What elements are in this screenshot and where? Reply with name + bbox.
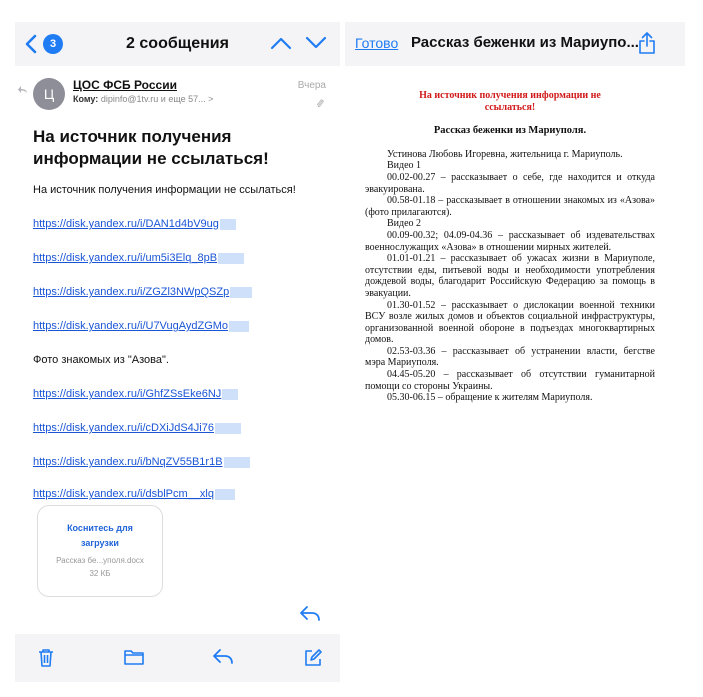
disk-link-6[interactable]: https://disk.yandex.ru/i/cDXiJdS4Ji76	[33, 422, 241, 434]
mail-toolbar	[15, 634, 340, 682]
redacted-mark	[230, 287, 252, 298]
mail-navbar	[15, 22, 340, 66]
sender-avatar: Ц	[33, 78, 65, 110]
document-paragraph: 01.30-01.52 – рассказывает о дислокации военной техники ВСУ возле жилых домов и объектов социальной инфраструктуры, организованной военной обороне в подъездах многоквартирных домов.	[365, 299, 655, 346]
disk-link-1[interactable]: https://disk.yandex.ru/i/DAN1d4bV9ug	[33, 218, 236, 230]
replied-arrow-icon	[18, 82, 28, 100]
redacted-mark	[215, 489, 235, 500]
attachment-size: 32 КБ	[89, 569, 111, 578]
document-panel	[345, 22, 685, 682]
recipients-value: dipinfo@1tv.ru и еще 57... >	[100, 94, 214, 104]
redacted-mark	[218, 253, 244, 264]
document-paragraph: 05.30-06.15 – обращение к жителям Мариуполя.	[387, 392, 593, 404]
document-title: Рассказ беженки из Мариупо...	[411, 34, 639, 51]
message-subject: На источник получения информации не ссылаться!	[33, 127, 269, 168]
compose-icon[interactable]	[303, 648, 323, 673]
recipients-line[interactable]	[73, 94, 213, 104]
disk-link-8[interactable]: https://disk.yandex.ru/i/dsblPcm__xlq	[33, 488, 235, 500]
document-heading: Рассказ беженки из Мариуполя.	[433, 125, 587, 137]
attachment-card[interactable]	[37, 505, 163, 597]
done-button[interactable]: Готово	[355, 35, 399, 51]
disk-link-5[interactable]: https://disk.yandex.ru/i/GhfZSsEke6NJ	[33, 388, 238, 400]
folder-icon[interactable]	[123, 648, 145, 671]
disk-link-2[interactable]: https://disk.yandex.ru/i/um5i3Elq_8pB	[33, 252, 244, 264]
sender-name[interactable]: ЦОС ФСБ России	[73, 78, 177, 92]
document-paragraph: 00.02-00.27 – рассказывает о себе, где находится и откуда эвакуирована.	[365, 171, 655, 195]
to-label: Кому:	[73, 94, 99, 104]
redacted-mark	[229, 321, 249, 332]
message-date: Вчера	[297, 80, 326, 91]
document-paragraph: 02.53-03.36 – рассказывает об устранении власти, бегстве мэра Мариуполя.	[365, 345, 655, 369]
redacted-mark	[224, 457, 250, 468]
paperclip-icon	[316, 96, 324, 114]
previous-message-icon[interactable]	[270, 35, 292, 56]
disk-link-4[interactable]: https://disk.yandex.ru/i/U7VugAydZGMo	[33, 320, 249, 332]
document-navbar	[345, 22, 685, 66]
attachment-filename: Рассказ бе...уполя.docx	[56, 556, 144, 565]
document-warning: На источник получения информации не ссылаться!	[419, 90, 601, 113]
document-paragraph: 01.01-01.21 – рассказывает об ужасах жизни в Мариуполе, отсутствии еды, питьевой воды и необходимости употребления дождевой воды, благодарит Российскую Федерацию за помощь в эвакуации.	[365, 253, 655, 299]
document-intro: Устинова Любовь Игоревна, жительница г. Мариуполь.	[387, 148, 623, 160]
document-paragraph: 00.09-00.32; 04.09-04.36 – рассказывает об издевательствах военнослужащих «Азова» в отношении мирных жителей.	[365, 229, 655, 253]
share-icon[interactable]	[638, 31, 656, 60]
reply-icon[interactable]	[299, 605, 321, 628]
photo-note: Фото знакомых из "Азова".	[33, 354, 169, 366]
document-content	[365, 90, 655, 404]
message-intro: На источник получения информации не ссылаться!	[33, 184, 296, 196]
message-header[interactable]	[15, 74, 340, 116]
next-message-icon[interactable]	[305, 35, 327, 56]
redacted-mark	[220, 219, 236, 230]
attachment-download-label: Коснитесь для загрузки	[67, 523, 133, 548]
video-1-label: Видео 1	[387, 160, 422, 172]
redacted-mark	[222, 389, 238, 400]
document-paragraph: 04.45-05.20 – рассказывает об отсутствии гуманитарной помощи со стороны Украины.	[365, 369, 655, 392]
disk-link-3[interactable]: https://disk.yandex.ru/i/ZGZl3NWpQSZp	[33, 286, 252, 298]
disk-link-7[interactable]: https://disk.yandex.ru/i/bNqZV55B1r1B	[33, 456, 250, 468]
thread-title: 2 сообщения	[126, 35, 229, 52]
reply-toolbar-icon[interactable]	[212, 648, 234, 671]
unread-count-badge[interactable]: 3	[43, 34, 63, 54]
mail-panel	[15, 22, 340, 682]
redacted-mark	[215, 423, 241, 434]
document-paragraph: 00.58-01.18 – рассказывает в отношении знакомых из «Азова» (фото прилагаются).	[365, 195, 655, 218]
video-2-label: Видео 2	[387, 218, 422, 230]
trash-icon[interactable]	[37, 648, 55, 673]
